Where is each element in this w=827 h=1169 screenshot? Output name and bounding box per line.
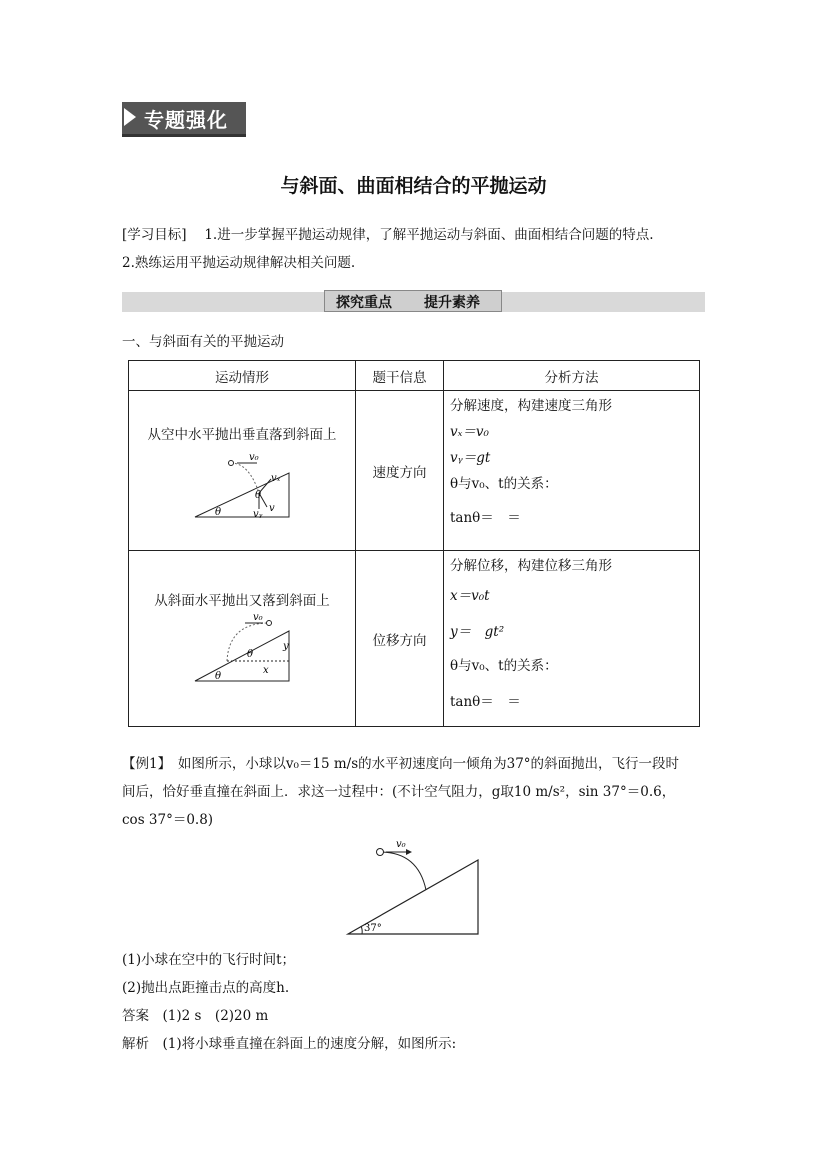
row1-situation-cell: [129, 391, 356, 551]
fig1-label-vy: vᵧ: [253, 509, 263, 520]
question-1: (1)小球在空中的飞行时间t；: [122, 952, 296, 968]
example-fig-angle: 37°: [364, 923, 382, 934]
section-badge-label: 专题强化: [144, 108, 228, 132]
table-row: [129, 391, 700, 551]
objectives-line-2: 2.熟练运用平抛运动规律解决相关问题.: [122, 255, 356, 271]
band-label-left: 探究重点: [336, 295, 392, 311]
heading-inclined-plane: 一、与斜面有关的平抛运动: [122, 334, 284, 350]
row1-method-line: vᵧ＝gt: [450, 450, 491, 466]
table-header-method: 分析方法: [444, 361, 700, 391]
example-line-1: 【例1】 如图所示，小球以v₀＝15 m/s的水平初速度向一倾角为37°的斜面抛出，飞行一段时: [122, 756, 680, 772]
row2-method-line: 分解位移，构建位移三角形: [450, 558, 612, 574]
example-diagram: [340, 836, 490, 938]
fig2-label-v0: v₀: [253, 612, 263, 623]
page-title: 与斜面、曲面相结合的平抛运动: [280, 175, 547, 197]
objectives-line-1: [学习目标] 1.进一步掌握平抛运动规律，了解平抛运动与斜面、曲面相结合问题的特点.: [122, 227, 654, 243]
row1-info: 速度方向: [356, 391, 444, 551]
answer: 答案 (1)2 s (2)20 m: [122, 1008, 269, 1024]
example-line-2: 间后，恰好垂直撞在斜面上．求这一过程中：(不计空气阻力，g取10 m/s²，sin 37°＝0.6，: [122, 784, 676, 800]
row1-method-line: vₓ＝v₀: [450, 424, 489, 440]
velocity-decomposition-diagram: [129, 443, 355, 523]
row2-situation-cell: [129, 551, 356, 727]
row1-situation: 从空中水平抛出垂直落到斜面上: [147, 427, 337, 443]
fig2-label-theta-base: θ: [215, 671, 222, 682]
example-line-3: cos 37°＝0.8): [122, 812, 214, 828]
table-header-situation: 运动情形: [129, 361, 356, 391]
fig2-label-x: x: [263, 665, 269, 676]
question-2: (2)抛出点距撞击点的高度h.: [122, 980, 290, 996]
table-row: [129, 551, 700, 727]
row2-method-line: tanθ＝ ＝: [450, 694, 521, 710]
row1-method-line: 分解速度，构建速度三角形: [450, 398, 612, 414]
displacement-decomposition-diagram: [129, 609, 355, 689]
analysis: 解析 (1)将小球垂直撞在斜面上的速度分解，如图所示:: [122, 1036, 457, 1052]
table-header-info: 题干信息: [356, 361, 444, 391]
row2-situation: 从斜面水平抛出又落到斜面上: [154, 593, 330, 609]
fig1-label-theta: θ: [255, 490, 262, 501]
row2-method-line: θ与v₀、t的关系：: [450, 658, 558, 674]
method-table: [128, 360, 700, 727]
fig2-label-theta: θ: [247, 649, 254, 660]
row2-method-line: x＝v₀t: [450, 588, 490, 604]
band-label-right: 提升素养: [424, 295, 480, 311]
row2-info: 位移方向: [356, 551, 444, 727]
row1-method-line: tanθ＝ ＝: [450, 510, 521, 526]
row1-method-line: θ与v₀、t的关系：: [450, 476, 558, 492]
fig1-label-theta-base: θ: [215, 507, 222, 518]
row1-method-cell: [444, 391, 700, 551]
fig2-label-y: y: [283, 641, 289, 652]
row2-method-line: y＝ gt²: [450, 624, 505, 640]
play-triangle-icon: [124, 108, 136, 126]
fig1-label-v0: v₀: [249, 452, 259, 463]
fig1-label-vx: vₓ: [271, 473, 281, 484]
fig1-label-v: v: [269, 503, 275, 514]
row2-method-cell: [444, 551, 700, 727]
example-fig-v0: v₀: [396, 839, 406, 850]
